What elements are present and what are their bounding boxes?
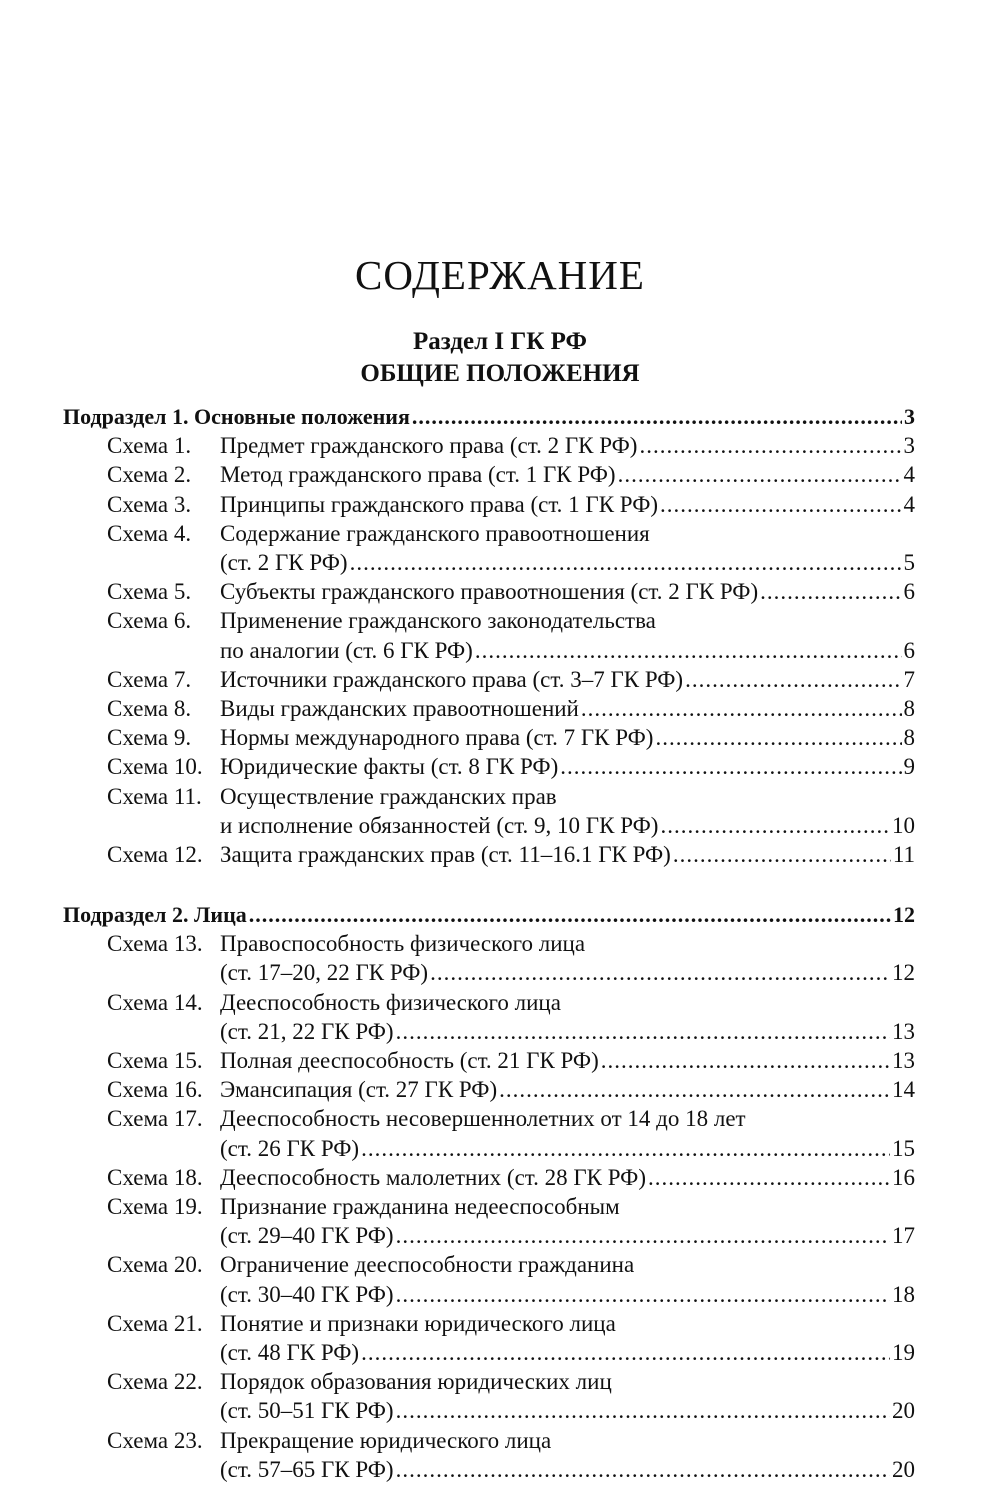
entry-page-number: 12 (892, 960, 915, 986)
page-title: СОДЕРЖАНИЕ (355, 252, 645, 298)
entry-label: Схема 15. (107, 1048, 203, 1073)
list-item (220, 1280, 915, 1309)
entry-label: Схема 2. (107, 462, 192, 488)
entry-text: Понятие и признаки юридического лица (220, 1310, 616, 1336)
dot-leader (639, 431, 901, 460)
entry-label: Схема 18. (107, 1164, 203, 1190)
entry-label: Схема 5. (107, 579, 192, 605)
entry-page-number: 20 (892, 1398, 915, 1424)
entry-page-number: 5 (903, 550, 915, 575)
entry-page-number: 13 (892, 1048, 915, 1073)
list-item (220, 1134, 915, 1163)
entry-text: (ст. 50–51 ГК РФ) (220, 1398, 394, 1424)
entry-label: Схема 9. (107, 725, 192, 751)
entry-label: Схема 11. (107, 783, 202, 809)
entry-text: (ст. 30–40 ГК РФ) (220, 1281, 394, 1307)
entry-label: Схема 16. (107, 1077, 203, 1103)
entry-page-number: 7 (903, 666, 915, 692)
dot-leader (396, 1221, 890, 1250)
entry-label: Схема 23. (107, 1427, 203, 1453)
dot-leader (655, 723, 901, 752)
list-item (220, 665, 915, 694)
dot-leader (350, 548, 902, 577)
dot-leader (249, 900, 891, 929)
entry-text: Юридические факты (ст. 8 ГК РФ) (220, 754, 559, 780)
list-item (220, 840, 915, 869)
subsection-heading (63, 900, 915, 929)
list-item (220, 1163, 915, 1192)
entry-page-number: 18 (892, 1281, 915, 1307)
list-item (220, 548, 915, 577)
entry-text: Осуществление гражданских прав (220, 783, 557, 809)
entry-label: Схема 7. (107, 666, 192, 692)
entry-label: Схема 1. (107, 433, 192, 459)
dot-leader (581, 694, 902, 723)
entry-page-number: 11 (892, 842, 915, 867)
entry-label: Схема 6. (107, 608, 192, 634)
entry-text: Дееспособность физического лица (220, 989, 561, 1015)
entry-label: Схема 8. (107, 696, 192, 721)
entry-text: Порядок образования юридических лиц (220, 1369, 612, 1395)
list-item (220, 1396, 915, 1425)
entry-text: Правоспособность физического лица (220, 931, 586, 957)
entry-page-number: 4 (903, 462, 915, 488)
list-item (220, 811, 915, 840)
subsection-title-page-number: 12 (893, 902, 915, 927)
entry-page-number: 4 (903, 491, 915, 517)
entry-text: Дееспособность малолетних (ст. 28 ГК РФ) (220, 1164, 646, 1190)
dot-leader (396, 1017, 890, 1046)
entry-text: Субъекты гражданского правоотношения (ст. 2 ГК РФ) (220, 579, 759, 605)
entry-label: Схема 19. (107, 1194, 203, 1219)
list-item (220, 577, 915, 606)
entry-text: Эмансипация (ст. 27 ГК РФ) (220, 1077, 498, 1103)
dot-leader (601, 1046, 890, 1075)
dot-leader (618, 460, 902, 489)
entry-page-number: 14 (892, 1077, 915, 1103)
dot-leader (660, 490, 901, 519)
entry-page-number: 3 (903, 433, 915, 459)
entry-text: (ст. 26 ГК РФ) (220, 1135, 360, 1161)
entry-label: Схема 13. (107, 931, 203, 957)
entry-page-number: 10 (892, 812, 915, 838)
entry-text: Ограничение дееспособности гражданина (220, 1252, 635, 1278)
entry-text: (ст. 29–40 ГК РФ) (220, 1223, 394, 1249)
list-item (220, 1046, 915, 1075)
entry-page-number: 6 (903, 579, 915, 605)
entry-text: по аналогии (ст. 6 ГК РФ) (220, 637, 473, 663)
entry-text: Предмет гражданского права (ст. 2 ГК РФ) (220, 433, 638, 459)
entry-text: (ст. 21, 22 ГК РФ) (220, 1018, 394, 1044)
dot-leader (475, 636, 902, 665)
entry-label: Схема 10. (107, 754, 203, 780)
list-item (220, 723, 915, 752)
entry-label: Схема 4. (107, 520, 192, 546)
dot-leader (412, 402, 902, 431)
entry-text: Метод гражданского права (ст. 1 ГК РФ) (220, 462, 616, 488)
entry-text: Нормы международного права (ст. 7 ГК РФ) (220, 725, 654, 751)
entry-label: Схема 21. (107, 1310, 203, 1336)
section-label: Раздел I ГК РФ (413, 328, 587, 355)
list-item (220, 1075, 915, 1104)
entry-text: (ст. 48 ГК РФ) (220, 1340, 360, 1365)
section-title: ОБЩИЕ ПОЛОЖЕНИЯ (360, 360, 640, 387)
entry-page-number: 20 (892, 1456, 915, 1482)
list-item (220, 431, 915, 460)
dot-leader (660, 811, 890, 840)
dot-leader (560, 752, 901, 781)
entry-page-number: 19 (892, 1340, 915, 1365)
entry-text: (ст. 17–20, 22 ГК РФ) (220, 960, 429, 986)
entry-label: Схема 20. (107, 1252, 203, 1278)
entry-text: Содержание гражданского правоотношения (220, 520, 650, 546)
entry-page-number: 8 (903, 725, 915, 751)
list-item (220, 636, 915, 665)
list-item (220, 490, 915, 519)
list-item (220, 1455, 915, 1484)
entry-label: Схема 3. (107, 491, 192, 517)
entry-label: Схема 12. (107, 842, 203, 867)
dot-leader (760, 577, 901, 606)
entry-text: (ст. 57–65 ГК РФ) (220, 1456, 394, 1482)
entry-text: Защита гражданских прав (ст. 11–16.1 ГК РФ) (220, 842, 671, 867)
dot-leader (685, 665, 901, 694)
subsection-heading (63, 402, 915, 431)
list-item (220, 1017, 915, 1046)
subsection-title-page-number: 3 (904, 404, 915, 429)
entry-page-number: 17 (892, 1223, 915, 1249)
entry-label: Схема 22. (107, 1369, 203, 1395)
entry-page-number: 16 (892, 1164, 915, 1190)
list-item (220, 460, 915, 489)
list-item (220, 958, 915, 987)
dot-leader (396, 1455, 890, 1484)
dot-leader (361, 1338, 890, 1367)
dot-leader (499, 1075, 890, 1104)
list-item (220, 1221, 915, 1250)
entry-page-number: 15 (892, 1135, 915, 1161)
entry-text: Прекращение юридического лица (220, 1427, 552, 1453)
entry-text: Принципы гражданского права (ст. 1 ГК РФ) (220, 491, 659, 517)
entry-text: Дееспособность несовершеннолетних от 14 до 18 лет (220, 1106, 746, 1132)
entry-text: Признание гражданина недееспособным (220, 1194, 620, 1219)
list-item (220, 694, 915, 723)
entry-page-number: 8 (903, 696, 915, 721)
entry-page-number: 9 (903, 754, 915, 780)
entry-label: Схема 14. (107, 989, 203, 1015)
entry-text: Полная дееспособность (ст. 21 ГК РФ) (220, 1048, 599, 1073)
entry-page-number: 6 (903, 637, 915, 663)
dot-leader (430, 958, 890, 987)
dot-leader (396, 1396, 890, 1425)
dot-leader (396, 1280, 890, 1309)
dot-leader (648, 1163, 890, 1192)
subsection-title-text: Подраздел 2. Лица (63, 902, 247, 927)
entry-text: Применение гражданского законодательства (220, 608, 656, 634)
entry-text: (ст. 2 ГК РФ) (220, 550, 348, 575)
dot-leader (673, 840, 891, 869)
subsection-title-text: Подраздел 1. Основные положения (63, 404, 410, 429)
dot-leader (361, 1134, 890, 1163)
list-item (220, 752, 915, 781)
entry-text: и исполнение обязанностей (ст. 9, 10 ГК РФ) (220, 812, 659, 838)
entry-text: Виды гражданских правоотношений (220, 696, 579, 721)
entry-page-number: 13 (892, 1018, 915, 1044)
entry-label: Схема 17. (107, 1106, 203, 1132)
entry-text: Источники гражданского права (ст. 3–7 ГК РФ) (220, 666, 684, 692)
list-item (220, 1338, 915, 1367)
